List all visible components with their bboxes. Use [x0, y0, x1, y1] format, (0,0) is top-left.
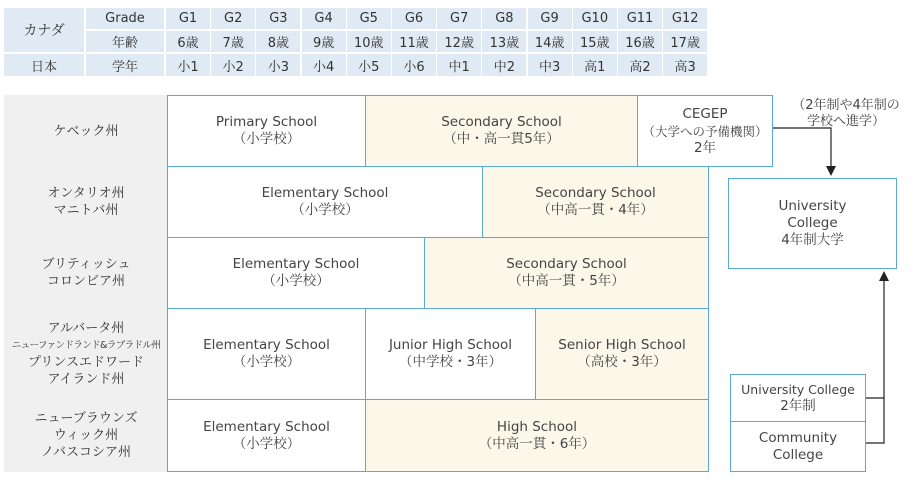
- age-header: 年齢: [86, 31, 164, 52]
- school-note: （小学校）: [232, 435, 301, 452]
- grade-cell: G3: [256, 8, 300, 29]
- school-note: 2年制: [780, 398, 816, 414]
- grade-cell: G12: [663, 8, 707, 29]
- grade-cell: G11: [618, 8, 662, 29]
- school-note: （中高一貫・6年）: [478, 435, 596, 452]
- school-note: （小学校）: [232, 131, 301, 147]
- jp-year-cell: 小1: [166, 54, 210, 76]
- school-note: （小学校）: [262, 273, 330, 289]
- age-cell: 8歳: [256, 31, 300, 52]
- grade-cell: G5: [347, 8, 391, 29]
- school-name: College: [787, 215, 838, 231]
- province-name: ブリティッシュ: [41, 257, 131, 272]
- japan-label: 日本: [4, 54, 84, 76]
- grade-cell: G1: [166, 8, 210, 29]
- province-name: アイランド州: [47, 372, 125, 387]
- age-cell: 15歳: [573, 31, 617, 52]
- school-name: High School: [496, 418, 578, 435]
- province-name: マニトバ州: [53, 203, 119, 218]
- age-cell: 13歳: [482, 31, 526, 52]
- school-name: University College: [741, 382, 855, 397]
- age-cell: 9歳: [302, 31, 346, 52]
- jp-year-cell: 小2: [211, 54, 255, 76]
- school-name: Elementary School: [203, 418, 330, 435]
- age-cell: 6歳: [166, 31, 210, 52]
- note-line: （2年制や4年制の: [792, 98, 900, 113]
- school-name: Elementary School: [232, 256, 360, 272]
- grade-cell: G9: [528, 8, 572, 29]
- school-name: College: [772, 446, 824, 463]
- grade-header: Grade: [86, 8, 164, 29]
- school-name: University: [778, 198, 847, 214]
- school-note: （中学校・3年）: [398, 354, 503, 370]
- province-name: アルバータ州: [47, 321, 125, 336]
- grade-cell: G2: [211, 8, 255, 29]
- canada-label: カナダ: [4, 8, 84, 52]
- arrow-down-icon: [826, 166, 836, 176]
- school-year-header: 学年: [86, 54, 164, 76]
- school-name: Senior High School: [558, 337, 686, 353]
- province-name: プリンスエドワード: [27, 355, 145, 370]
- school-name: Elementary School: [261, 185, 389, 201]
- age-cell: 10歳: [347, 31, 391, 52]
- age-cell: 17歳: [663, 31, 707, 52]
- province-name: ウィック州: [53, 428, 119, 443]
- grade-cell: G8: [482, 8, 526, 29]
- age-cell: 12歳: [437, 31, 481, 52]
- jp-year-cell: 中2: [482, 54, 526, 76]
- age-cell: 7歳: [211, 31, 255, 52]
- province-name: オンタリオ州: [47, 186, 125, 201]
- school-note: （小学校）: [291, 202, 359, 218]
- province-name: ニューブラウンズ: [34, 411, 138, 426]
- school-note: （中高一貫・5年）: [508, 273, 625, 289]
- grade-cell: G10: [573, 8, 617, 29]
- age-cell: 16歳: [618, 31, 662, 52]
- school-name: Junior High School: [388, 337, 513, 353]
- school-duration: 2年: [693, 139, 717, 156]
- school-note: （高校・3年）: [577, 354, 667, 370]
- school-name: Secondary School: [535, 185, 656, 201]
- arrow-up-icon: [879, 271, 889, 281]
- school-note: （小学校）: [232, 354, 301, 370]
- school-note: （中高一貫・4年）: [537, 202, 654, 218]
- age-cell: 14歳: [528, 31, 572, 52]
- school-note: （大学への予備機関）: [642, 123, 768, 139]
- jp-year-cell: 小5: [347, 54, 391, 76]
- province-name: ニューファンドランド&ラブラドル州: [11, 340, 161, 351]
- jp-year-cell: 高2: [618, 54, 662, 76]
- school-note: 4年制大学: [781, 232, 844, 248]
- jp-year-cell: 小3: [256, 54, 300, 76]
- grade-cell: G7: [437, 8, 481, 29]
- grade-cell: G4: [302, 8, 346, 29]
- jp-year-cell: 高3: [663, 54, 707, 76]
- school-name: Secondary School: [441, 114, 562, 130]
- school-note: （中・高一貫5年）: [443, 131, 560, 147]
- age-cell: 11歳: [392, 31, 436, 52]
- college-connector: [866, 398, 884, 443]
- jp-year-cell: 小6: [392, 54, 436, 76]
- province-name: ノバスコシア州: [41, 445, 131, 460]
- school-name: Secondary School: [506, 256, 627, 272]
- school-name: Elementary School: [203, 337, 330, 353]
- cegep-connector: [773, 128, 831, 167]
- jp-year-cell: 中1: [437, 54, 481, 76]
- grade-cell: G6: [392, 8, 436, 29]
- school-name: CEGEP: [682, 105, 728, 122]
- school-name: Community: [758, 429, 838, 446]
- province-name: ケベック州: [53, 123, 119, 139]
- note-line: 学校へ進学）: [806, 114, 885, 129]
- jp-year-cell: 高1: [573, 54, 617, 76]
- jp-year-cell: 中3: [528, 54, 572, 76]
- province-name: コロンビア州: [46, 274, 125, 289]
- jp-year-cell: 小4: [302, 54, 346, 76]
- school-name: Primary School: [215, 114, 318, 130]
